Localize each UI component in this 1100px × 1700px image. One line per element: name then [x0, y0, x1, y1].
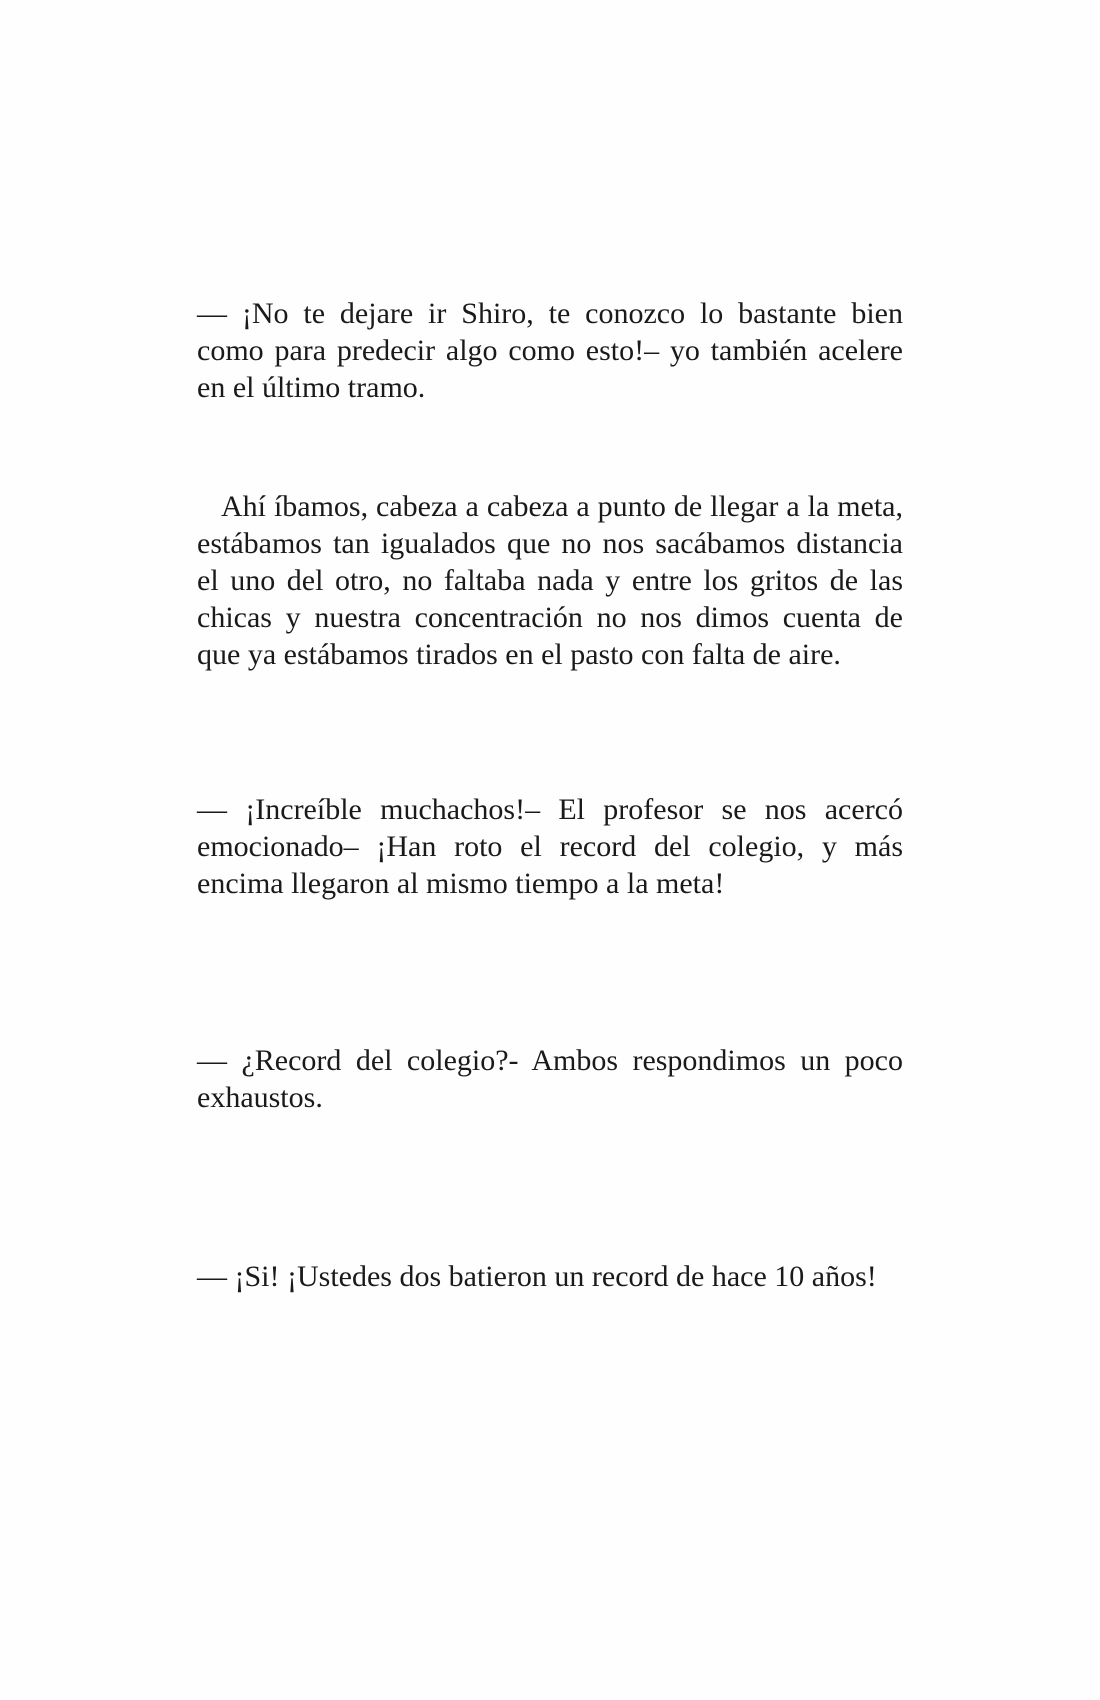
dialogue-paragraph: — ¿Record del colegio?- Ambos respondimos un poco exhaustos.: [197, 1044, 903, 1114]
dialogue-paragraph: — ¡No te dejare ir Shiro, te conozco lo bastante bien como para predecir algo como esto!– yo también acelere en el último tramo.: [197, 297, 903, 404]
dialogue-paragraph: — ¡Increíble muchachos!– El profesor se nos acercó emocionado– ¡Han roto el record del colegio, y más encima llegaron al mismo tiempo a la meta!: [197, 793, 903, 900]
narrative-paragraph: Ahí íbamos, cabeza a cabeza a punto de llegar a la meta, estábamos tan igualados que no nos sacábamos distancia el uno del otro, no faltaba nada y entre los gritos de las chicas y nuestra concentración no nos dimos cuenta de que ya estábamos tirados en el pasto con falta de aire.: [197, 490, 903, 671]
dialogue-paragraph: — ¡Si! ¡Ustedes dos batieron un record de hace 10 años!: [197, 1260, 877, 1293]
